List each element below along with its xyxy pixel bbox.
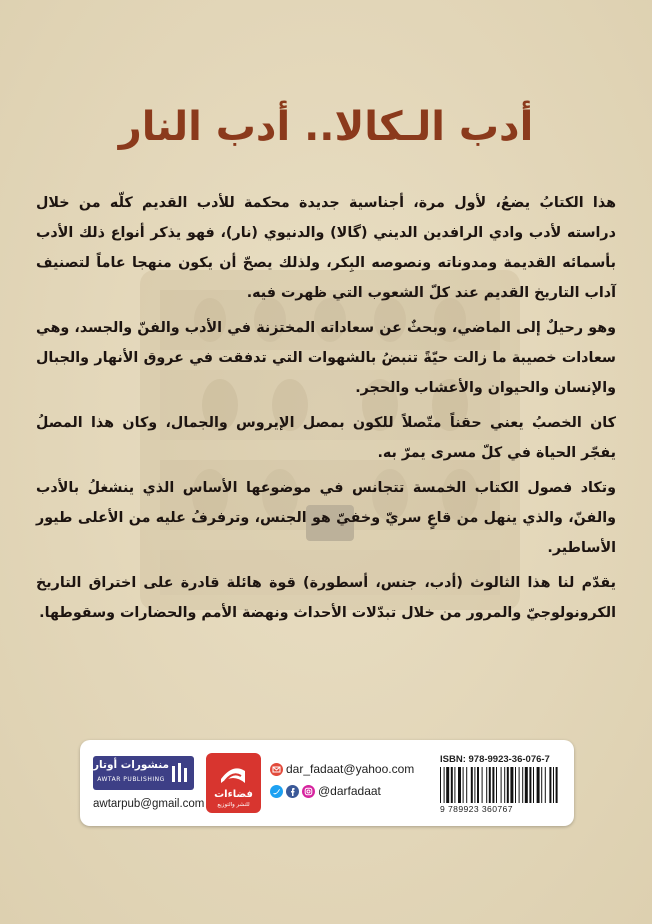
barcode-bar [496, 767, 497, 803]
barcode-bar [446, 767, 449, 803]
barcode-bar [537, 767, 540, 803]
blurb-paragraph: كان الخصبُ يعني حقناً متّصلاً للكون بمصل الإيروس والجمال، وكان هذا المصلُ يفجّر الحياة في كلّ مسرى يمرّ به. [36, 415, 616, 461]
email-icon [270, 763, 283, 776]
isbn-barcode [440, 767, 560, 803]
blurb-paragraph: وتكاد فصول الكتاب الخمسة تتجانس في موضوعها الأساس الذي ينشغلُ بالأدب والفنّ، والذي ينهل من قاعٍ سريّ وخفيّ هو الجنس، وترفرفُ عليه من الأعلى طيور الأساطير. [36, 480, 616, 556]
barcode-bar [466, 767, 467, 803]
barcode-bar [477, 767, 479, 803]
barcode-bar [471, 767, 473, 803]
barcode-bar [454, 767, 455, 803]
barcode-bar [541, 767, 542, 803]
barcode-bar [510, 767, 513, 803]
awtar-logo-mark-icon [171, 762, 189, 784]
isbn-label: ISBN: 978-9923-36-076-7 [440, 754, 550, 765]
barcode-bar [507, 767, 509, 803]
barcode-bar [489, 767, 491, 803]
barcode-bar [474, 767, 475, 803]
blurb-paragraph: هذا الكتابُ يضعُ، لأول مرة، أجناسية جديدة محكمة للأدب القديم كلّه من خلال دراسته لأدب وادي الرافدين الديني (گالا) والدنيوي (نار)، فهو يذكر أنواع ذلك الأدب بأسمائه القديمة ومدوناته ونصوصه البِكر، ولذلك يصحّ أن يكون منهجا عاماً لتصنيف آداب التاريخ القديم عند كلّ الشعوب التي ظهرت فيه. [36, 195, 616, 301]
barcode-bar [440, 767, 441, 803]
awtar-logo-arabic: منشورات أوتار [93, 759, 169, 771]
awtar-email[interactable]: awtarpub@gmail.com [93, 798, 205, 810]
barcode-bar [501, 767, 502, 803]
blurb-paragraph: يقدّم لنا هذا الثالوث (أدب، جنس، أسطورة) قوة هائلة قادرة على اختراق التاريخ الكرونولوجيّ والمرور من خلال تبدّلات الأحداث ونهضة الأمم والحضارات وسقوطها. [36, 575, 616, 621]
barcode-bar [515, 767, 516, 803]
social-handle[interactable]: @darfadaat [318, 784, 381, 798]
barcode-bar [492, 767, 494, 803]
fadaat-logo-mark-icon [219, 761, 247, 787]
barcode-bar [463, 767, 464, 803]
barcode-bar [451, 767, 453, 803]
barcode-bar [525, 767, 528, 803]
barcode-bar [549, 767, 551, 803]
barcode-bar [545, 767, 546, 803]
back-cover-blurb [36, 188, 616, 633]
barcode-bar [458, 767, 461, 803]
barcode-bar [556, 767, 558, 803]
email-address[interactable]: dar_fadaat@yahoo.com [286, 762, 415, 776]
fadaat-publishing-logo [206, 753, 261, 813]
book-title: أدب الـكالا.. أدب النار [118, 104, 534, 150]
barcode-bar [504, 767, 505, 803]
awtar-publishing-logo [93, 756, 194, 790]
blurb-paragraph: وهو رحيلٌ إلى الماضي، وبحثٌ عن سعاداته المختزنة في الأدب والفنّ والجسد، وهي سعادات خصيبة ما زالت حيّةً تنبضُ بالشهوات التي تدفقت في عروق الأنهار والجبال والإنسان والحيوان والأعشاب والحجر. [36, 320, 616, 396]
barcode-digits: 9 789923 360767 [440, 804, 513, 814]
barcode-bar [482, 767, 483, 803]
email-contact-row [270, 762, 414, 776]
publisher-footer-panel [80, 740, 574, 826]
awtar-logo-english: AWTAR PUBLISHING [97, 776, 165, 783]
barcode-bar [522, 767, 523, 803]
barcode-bar [519, 767, 520, 803]
barcode-bar [553, 767, 554, 803]
barcode-bar [533, 767, 534, 803]
fadaat-logo-subtitle: للنشر والتوزيع [217, 802, 250, 808]
facebook-icon[interactable] [286, 785, 299, 798]
barcode-bar [486, 767, 487, 803]
barcode-bar [529, 767, 531, 803]
fadaat-logo-arabic: فضاءات [214, 789, 253, 800]
instagram-icon[interactable] [302, 785, 315, 798]
twitter-icon[interactable] [270, 785, 283, 798]
social-contact-row [270, 784, 381, 798]
barcode-bar [444, 767, 445, 803]
